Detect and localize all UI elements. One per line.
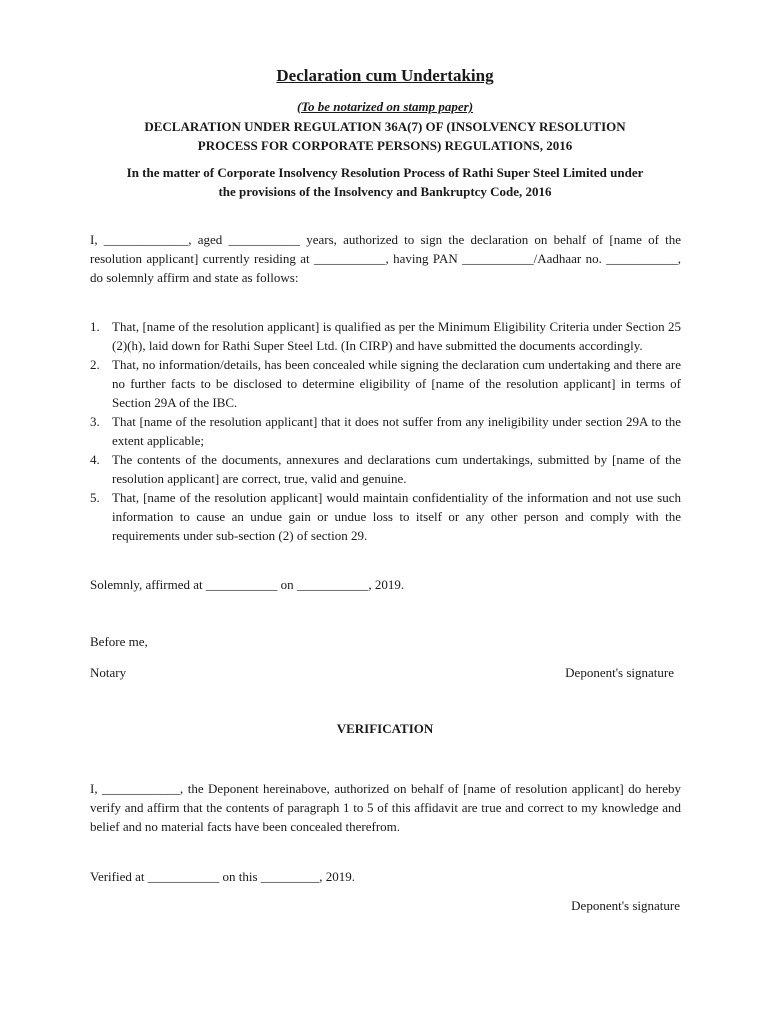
verification-paragraph: I, ____________, the Deponent hereinabove, authorized on behalf of [name of resolution applicant] do hereby verify and affirm that the contents of paragraph 1 to 5 of this affidavit are true and correct to my knowledge and belief and no material facts have been concealed therefrom. [90, 781, 681, 834]
regulation-heading-line-1: DECLARATION UNDER REGULATION 36A(7) OF (INSOLVENCY RESOLUTION [144, 119, 626, 134]
deponent-signature-label: Deponent's signature [565, 665, 674, 680]
declaration-point-3 [90, 412, 681, 450]
before-me-line: Before me, [90, 634, 148, 649]
point-number: 4. [90, 452, 100, 467]
deponent-signature-label-verification: Deponent's signature [571, 898, 680, 913]
matter-heading-line-1: In the matter of Corporate Insolvency Resolution Process of Rathi Super Steel Limited under [126, 165, 644, 180]
declaration-point-1 [90, 317, 681, 355]
verified-line: Verified at ___________ on this _________, 2019. [90, 869, 356, 884]
regulation-heading [60, 117, 710, 155]
declaration-point-5 [90, 488, 681, 545]
point-text: The contents of the documents, annexures and declarations cum undertakings, submitted by [name of the resolution applicant] are correct, true, valid and genuine. [112, 452, 681, 486]
regulation-heading-line-2: PROCESS FOR CORPORATE PERSONS) REGULATIONS, 2016 [197, 138, 573, 153]
point-text: That, [name of the resolution applicant] is qualified as per the Minimum Eligibility Criteria under Section 25 (2)(h), laid down for Rathi Super Steel Ltd. (In CIRP) and have submitted the documents accordingly. [112, 319, 681, 353]
point-number: 3. [90, 414, 100, 429]
point-text: That [name of the resolution applicant] that it does not suffer from any ineligibility under section 29A to the extent applicable; [112, 414, 681, 448]
point-text: That, no information/details, has been concealed while signing the declaration cum undertaking and there are no further facts to be disclosed to determine eligibility of [name of the resolution applicant] in terms of Section 29A of the IBC. [112, 357, 681, 410]
matter-heading [60, 163, 710, 201]
declaration-point-2 [90, 355, 681, 412]
affirmed-line: Solemnly, affirmed at ___________ on ___________, 2019. [90, 577, 405, 592]
document-title: Declaration cum Undertaking [276, 66, 494, 85]
verification-heading: VERIFICATION [336, 721, 434, 736]
point-number: 2. [90, 357, 100, 372]
matter-heading-line-2: the provisions of the Insolvency and Bankruptcy Code, 2016 [218, 184, 552, 199]
point-number: 5. [90, 490, 100, 505]
document-subtitle: (To be notarized on stamp paper) [296, 99, 474, 114]
notary-label: Notary [90, 665, 127, 680]
point-text: That, [name of the resolution applicant] would maintain confidentiality of the information and not use such information to cause an undue gain or undue loss to itself or any other person and comply with the requirements under sub-section (2) of section 29. [112, 490, 681, 543]
declaration-point-4 [90, 450, 681, 488]
intro-paragraph: I, _____________, aged ___________ years, authorized to sign the declaration on behalf of [name of the resolution applicant] currently residing at ___________, having PAN ___________/Aadhaar no. ___________, do solemnly affirm and state as follows: [90, 232, 681, 285]
point-number: 1. [90, 319, 100, 334]
declaration-points [90, 317, 681, 545]
